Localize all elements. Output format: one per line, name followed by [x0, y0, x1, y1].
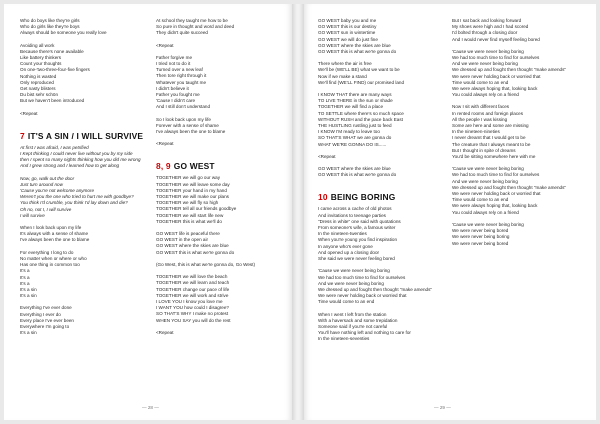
- lyric-line: GO WEST where the skies are blue: [156, 243, 229, 249]
- lyric-line: It's always with a sense of shame: [20, 231, 89, 237]
- lyric-line: I've always been the one to blame: [20, 237, 90, 243]
- lyric-line: TOGETHER we will find a place: [318, 104, 384, 110]
- lyric-block: [452, 222, 588, 247]
- lyric-line: GO WEST this is what we're gonna do: [318, 172, 397, 178]
- lyric-line: TOGETHER your hand in my hand: [156, 187, 227, 193]
- lyric-block: [156, 274, 282, 324]
- lyric-line: SO THAT'S WHAT we are gonna do: [318, 135, 392, 141]
- lyric-line: I never dreamt that I would get to be: [452, 135, 526, 141]
- lyric-line: GO WEST sun in wintertime: [318, 30, 376, 36]
- lyric-line: And we were never being boring: [452, 61, 518, 67]
- lyric-line: They didn't quite succeed: [156, 30, 208, 36]
- lyric-line: I WANT YOU how could I disagree?: [156, 305, 229, 311]
- lyric-line: GO WEST baby you and me: [318, 18, 377, 23]
- lyric-line: TOGETHER we will fly so high: [156, 200, 219, 206]
- song-heading: [318, 192, 444, 202]
- lyric-line: (Go West, this is what we're gonna do, Go West): [156, 261, 256, 267]
- lyric-line: We dressed up and fought then thought "make amends": [452, 184, 567, 190]
- lyric-block: [20, 250, 146, 300]
- lyric-line: I will survive: [20, 212, 45, 218]
- lyric-line: TOGETHER we will love the beach: [156, 274, 228, 280]
- lyric-line: 'Cause we were never being boring: [452, 166, 524, 172]
- lyric-line: TOGETHER this is what we'll do: [156, 218, 222, 224]
- lyric-line: From someone's wife, a famous writer: [318, 225, 396, 231]
- lyric-line: Time would come to an end: [318, 299, 375, 305]
- lyric-line: We were never being bored: [452, 228, 509, 234]
- song-title: IT'S A SIN / I WILL SURVIVE: [27, 130, 144, 141]
- lyric-line: WHAT WE'RE GONNA DO IS......: [318, 141, 387, 147]
- left-page: [4, 4, 292, 420]
- lyric-line: It's a: [20, 274, 30, 280]
- lyric-line: Then tore right through it: [156, 73, 207, 79]
- lyric-line: But I sat back and looking forward: [452, 18, 522, 23]
- song-title: GO WEST: [173, 161, 215, 172]
- repeat-marker: <Repeat: [20, 110, 38, 116]
- lyric-line: 'Cause we were never being boring: [452, 221, 524, 227]
- lyric-line: At first I was afraid, I was petrified: [20, 144, 89, 150]
- lyric-line: 'Cause we were never being boring: [318, 268, 390, 274]
- song-title: BEING BORING: [330, 192, 396, 203]
- lyric-line: My shoes were high and I had scored: [452, 24, 529, 30]
- lyric-line: We were never being boring: [452, 234, 510, 240]
- lyric-line: It's a: [20, 280, 30, 286]
- right-page-column-1: [318, 18, 444, 343]
- lyric-line: GO WEST where the skies are blue: [318, 166, 391, 172]
- lyric-line: Only reproduced: [20, 79, 54, 85]
- lyric-line: 'Cause I didn't care: [156, 98, 196, 104]
- lyric-line: Get nasty blisters: [20, 86, 56, 92]
- lyric-line: Time would come to an end: [452, 79, 509, 85]
- lyric-line: We were never holding back or worried that: [452, 73, 541, 79]
- lyric-line: We were never holding back or worried that: [318, 293, 407, 299]
- lyric-line: In anyone who's ever gone: [318, 243, 373, 249]
- page-number: — 29 —: [434, 405, 451, 410]
- lyric-line: We had too much time to find for ourselves: [452, 172, 540, 178]
- lyric-line: And we were never being boring: [452, 178, 518, 184]
- lyric-line: WITHOUT RUSH and the pace back East: [318, 116, 403, 122]
- lyric-line: TO LIVE THERE in the sun or shade: [318, 98, 393, 104]
- lyric-line: And I grew strong and I learned how to get along: [20, 163, 120, 169]
- lyric-line: I Kept thinking I could never live without you by my side: [20, 151, 133, 157]
- lyric-line: Every place I've ever been: [20, 317, 74, 323]
- lyric-line: No matter when or where or who: [20, 255, 87, 261]
- song-number: 8, 9: [156, 161, 171, 172]
- lyric-block: [156, 231, 282, 256]
- lyric-line: So I look back upon my life: [156, 116, 211, 122]
- lyric-line: 'Cause we were never being boring: [452, 48, 524, 54]
- lyric-line: In the nineteen-twenties: [318, 231, 367, 237]
- lyric-line: TOGETHER we will leave some day: [156, 181, 230, 187]
- lyric-block: [156, 55, 282, 111]
- lyric-line: I LOVE YOU I know you love me: [156, 298, 223, 304]
- lyric-line: But I thought in spite of dreams: [452, 147, 516, 153]
- lyric-block: [318, 61, 444, 86]
- lyric-line: GO WEST we will do just fine: [318, 36, 378, 42]
- lyric-block: [20, 43, 146, 105]
- lyric-block: [156, 175, 282, 225]
- song-number: 7: [20, 130, 25, 141]
- lyric-line: Everything I ever do: [20, 311, 61, 317]
- lyric-line: You could always rely on a friend: [452, 92, 519, 98]
- lyric-line: Has one thing in common too: [20, 262, 80, 268]
- lyric-line: We'll find (WE'LL FIND) our promised land: [318, 79, 405, 85]
- lyric-line: In the nineteen-seventies: [318, 336, 370, 342]
- lyric-line: With a haversack and some trepidation: [318, 317, 398, 323]
- lyric-block: [452, 166, 588, 216]
- lyric-line: We were always hoping that, looking back: [452, 86, 538, 92]
- lyric-line: All the people I was kissing: [452, 116, 508, 122]
- lyric-line: It's a sin: [20, 330, 37, 336]
- lyric-line: Weren't you the one who tried to hurt me with goodbye?: [20, 194, 134, 200]
- lyric-line: I KNOW I'M ready to leave too: [318, 129, 380, 135]
- lyric-line: then I spent so many nights thinking how you did me wrong: [20, 157, 141, 163]
- lyric-line: You think I'd crumble, you think I'd lay down and die?: [20, 200, 128, 206]
- lyric-block: [318, 166, 444, 178]
- lyric-line: We dressed up and fought then thought "make amends": [318, 286, 433, 292]
- lyric-line: TOGETHER we will learn and teach: [156, 280, 230, 286]
- lyric-line: GO WEST where the skies are blue: [318, 42, 391, 48]
- lyric-line: We dressed up and fought then thought "make amends": [452, 67, 567, 73]
- lyric-line: Who do girls like they're boys: [20, 24, 80, 30]
- lyric-line: The creature that I always meant to be: [452, 141, 531, 147]
- lyric-line: I've always been the one to blame: [156, 129, 226, 135]
- lyric-line: Avoiding all work: [20, 42, 55, 48]
- repeat-marker: <Repeat: [156, 42, 174, 48]
- lyric-line: WHEN YOU SAY you will do the rest: [156, 317, 231, 323]
- right-page-column-2: [452, 18, 588, 247]
- lyric-block: [20, 176, 146, 219]
- lyric-line: When I look back upon my life: [20, 225, 82, 231]
- lyric-line: Count your thoughts: [20, 61, 62, 67]
- lyric-line: Everything I've ever done: [20, 305, 72, 311]
- lyric-line: Father you fought me: [156, 92, 200, 98]
- lyric-line: TOGETHER we will start life new: [156, 212, 224, 218]
- lyric-line: But we haven't been introduced: [20, 98, 85, 104]
- repeat-marker: <Repeat: [318, 153, 336, 159]
- lyric-line: We were always hoping that, looking back: [452, 203, 538, 209]
- lyric-block: [156, 18, 282, 37]
- song-number: 10: [318, 192, 328, 203]
- lyric-line: GO WEST this is what we're gonna do: [156, 249, 235, 255]
- lyric-line: It's a sin: [20, 286, 37, 292]
- lyric-line: There where the air is free: [318, 61, 372, 67]
- lyric-line: At school they taught me how to be: [156, 18, 228, 23]
- repeat-marker: <Repeat: [156, 141, 174, 147]
- lyric-line: Whatever you taught me: [156, 79, 207, 85]
- lyric-line: 'Cause you're not welcome anymore: [20, 188, 95, 194]
- lyric-line: Who do boys like they're girls: [20, 18, 80, 23]
- lyric-line: You'd be sitting somewhere here with me: [452, 154, 536, 160]
- lyric-line: And I would never find myself feeling bored: [452, 36, 540, 42]
- lyric-block: [318, 92, 444, 148]
- lyric-block: [452, 104, 588, 160]
- lyric-line: We had too much time to find for ourselves: [452, 55, 540, 61]
- lyric-line: I came across a cache of old photos: [318, 206, 392, 212]
- lyric-line: Someone said if you're not careful: [318, 323, 388, 329]
- lyric-line: TOGETHER we will go our way: [156, 175, 220, 181]
- left-page-column-2: [156, 18, 282, 336]
- lyric-line: I KNOW THAT there are many ways: [318, 92, 392, 98]
- lyric-line: We had too much time to find for ourselves: [318, 274, 406, 280]
- lyric-line: GO WEST this is what we're gonna do: [318, 49, 397, 55]
- lyric-line: Like battery thinkers: [20, 55, 62, 61]
- lyric-block: [156, 117, 282, 136]
- lyric-line: Oh no, not I, I will survive: [20, 206, 72, 212]
- lyric-line: THE HUSTLING rustling just to feed: [318, 123, 392, 129]
- song-heading: [156, 161, 282, 171]
- lyric-line: And I still don't understand: [156, 104, 210, 110]
- lyric-line: TOGETHER tell all our friends goodbye: [156, 206, 237, 212]
- repeat-marker: <Repeat: [156, 329, 174, 335]
- right-page: [304, 4, 596, 420]
- lyric-line: TO SETTLE where there's so much space: [318, 110, 404, 116]
- lyric-line: For everything I long to do: [20, 249, 74, 255]
- lyric-line: I tried not to do it: [156, 61, 191, 67]
- lyric-line: Time would come to an end: [452, 197, 509, 203]
- lyric-line: Forever with a sense of shame: [156, 122, 219, 128]
- page-number: — 28 —: [142, 405, 159, 410]
- lyric-line: On one-'two-three-four-five fingers: [20, 67, 90, 73]
- lyric-line: GO WEST in the open air: [156, 237, 209, 243]
- lyric-block: [318, 206, 444, 262]
- lyric-block: [20, 225, 146, 244]
- lyric-line: SO THAT'S WHY I make no protest: [156, 311, 229, 317]
- lyric-block: [452, 18, 588, 43]
- lyric-line: Now if we make a stand: [318, 73, 367, 79]
- lyric-line: Now I sit with different faces: [452, 104, 510, 110]
- lyric-line: When I went I left from the station: [318, 311, 387, 317]
- lyric-line: And invitations to teenage parties: [318, 212, 386, 218]
- lyric-line: Nothing is wasted: [20, 73, 57, 79]
- song-heading: [20, 131, 146, 141]
- lyric-line: TOGETHER we will work and strive: [156, 292, 229, 298]
- lyric-line: And opened up a closing door: [318, 249, 380, 255]
- lyric-line: Some are here and some are missing: [452, 123, 529, 129]
- lyric-line: Now, go, walk out the door: [20, 175, 75, 181]
- lyric-line: Everywhere I'm going to: [20, 323, 70, 329]
- lyric-line: You'll have nothing left and nothing to care for: [318, 330, 411, 336]
- lyric-block: [20, 305, 146, 336]
- lyric-line: You could always rely on a friend: [452, 209, 519, 215]
- lyric-block: [318, 312, 444, 343]
- lyric-line: And we were never being boring: [318, 280, 384, 286]
- lyric-line: So pure in thought and word and deed: [156, 24, 235, 30]
- lyric-line: Just turn around now: [20, 181, 63, 187]
- lyric-line: Always should be someone you really love: [20, 30, 107, 36]
- lyric-line: GO WEST life is peaceful there: [156, 231, 220, 237]
- lyric-line: "Dress in white" one said with quotations: [318, 218, 401, 224]
- lyric-line: She said we were never feeling bored: [318, 256, 395, 262]
- lyric-line: It's a: [20, 268, 30, 274]
- lyric-line: GO WEST this is our destiny: [318, 24, 377, 30]
- lyric-block: [20, 145, 146, 170]
- lyric-line: Because there's none available: [20, 48, 84, 54]
- lyric-line: Turned over a new leaf: [156, 67, 203, 73]
- lyric-line: When you're young you find inspiration: [318, 237, 398, 243]
- lyric-line: We'll be (WE'LL BE) what we want to be: [318, 67, 400, 73]
- lyric-line: We were never being bored: [452, 240, 509, 246]
- left-page-column-1: [20, 18, 146, 336]
- lyric-line: Du bist sehr schön: [20, 92, 59, 98]
- lyric-line: I didn't believe it: [156, 85, 189, 91]
- lyric-line: We were never holding back or worried that: [452, 191, 541, 197]
- lyric-line: I'd bolted through a closing door: [452, 30, 518, 36]
- lyric-line: TOGETHER we will make our plans: [156, 194, 229, 200]
- lyric-block: [318, 18, 444, 55]
- lyric-line: TOGETHER change our pace of life: [156, 286, 230, 292]
- lyric-line: Father forgive me: [156, 54, 192, 60]
- lyric-line: In the nineteen-nineties: [452, 129, 500, 135]
- lyric-line: In rented rooms and foreign places: [452, 110, 523, 116]
- lyric-line: It's a sin: [20, 293, 37, 299]
- book-gutter: [292, 4, 304, 420]
- lyric-block: [318, 268, 444, 305]
- lyric-block: [452, 49, 588, 99]
- lyric-block: [20, 18, 146, 37]
